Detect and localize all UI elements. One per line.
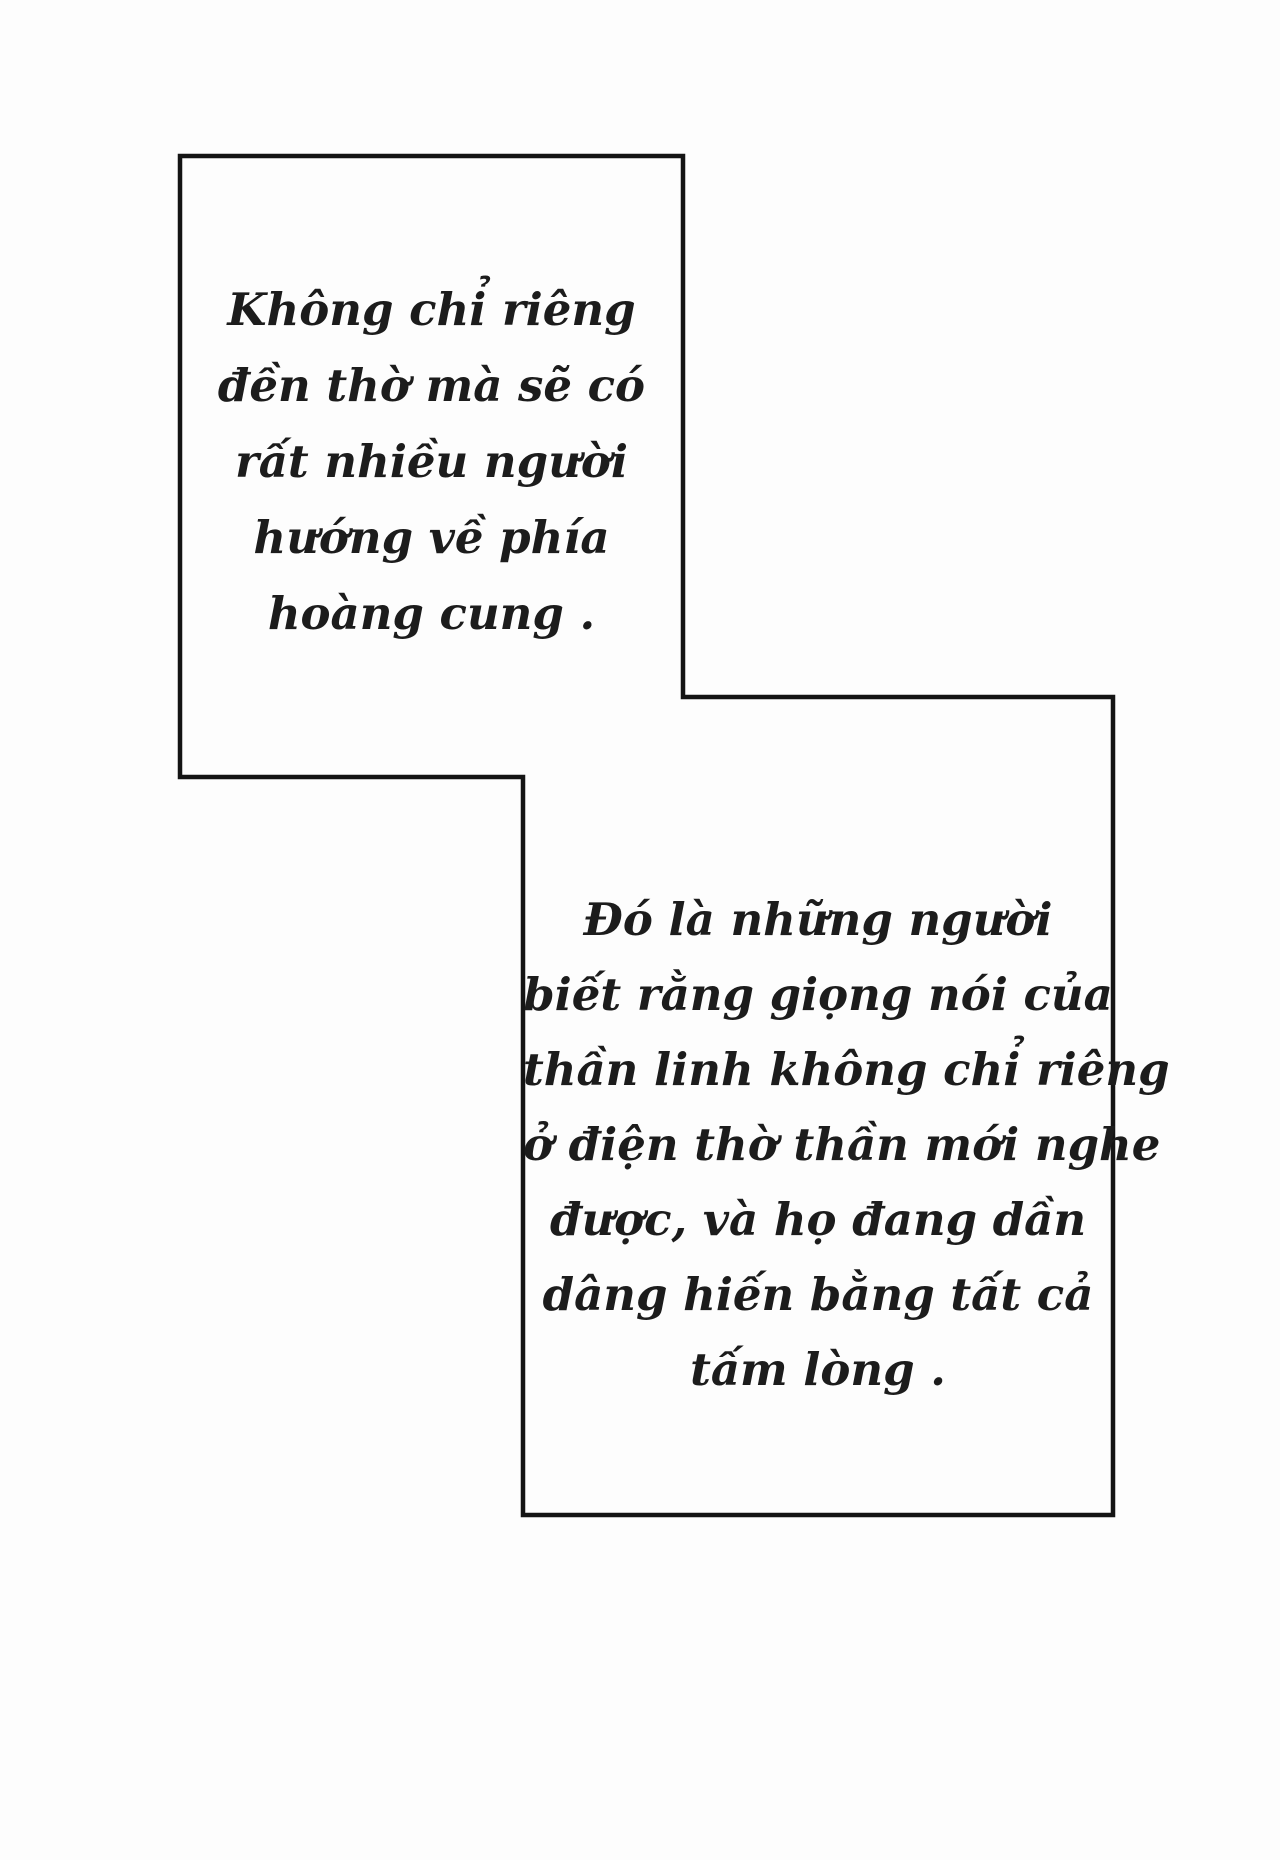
dialogue-line: ở điện thờ thần mới nghe (523, 1118, 1161, 1171)
dialogue-line: hướng về phía (253, 511, 610, 564)
dialogue-line: tấm lòng . (690, 1343, 946, 1396)
dialogue-line: đền thờ mà sẽ có (217, 359, 646, 412)
dialogue-line: thần linh không chỉ riêng (523, 1043, 1170, 1096)
dialogue-line: hoàng cung . (267, 587, 596, 640)
narration-box-1-text (180, 272, 683, 652)
dialogue-line: rất nhiều người (235, 435, 628, 488)
dialogue-line: Đó là những người (583, 893, 1053, 946)
narration-box-2-text (523, 882, 1170, 1407)
dialogue-line: Không chỉ riêng (227, 283, 636, 336)
dialogue-line: biết rằng giọng nói của (523, 968, 1113, 1021)
dialogue-line: dâng hiến bằng tất cả (542, 1268, 1094, 1321)
dialogue-line: được, và họ đang dần (549, 1193, 1087, 1246)
